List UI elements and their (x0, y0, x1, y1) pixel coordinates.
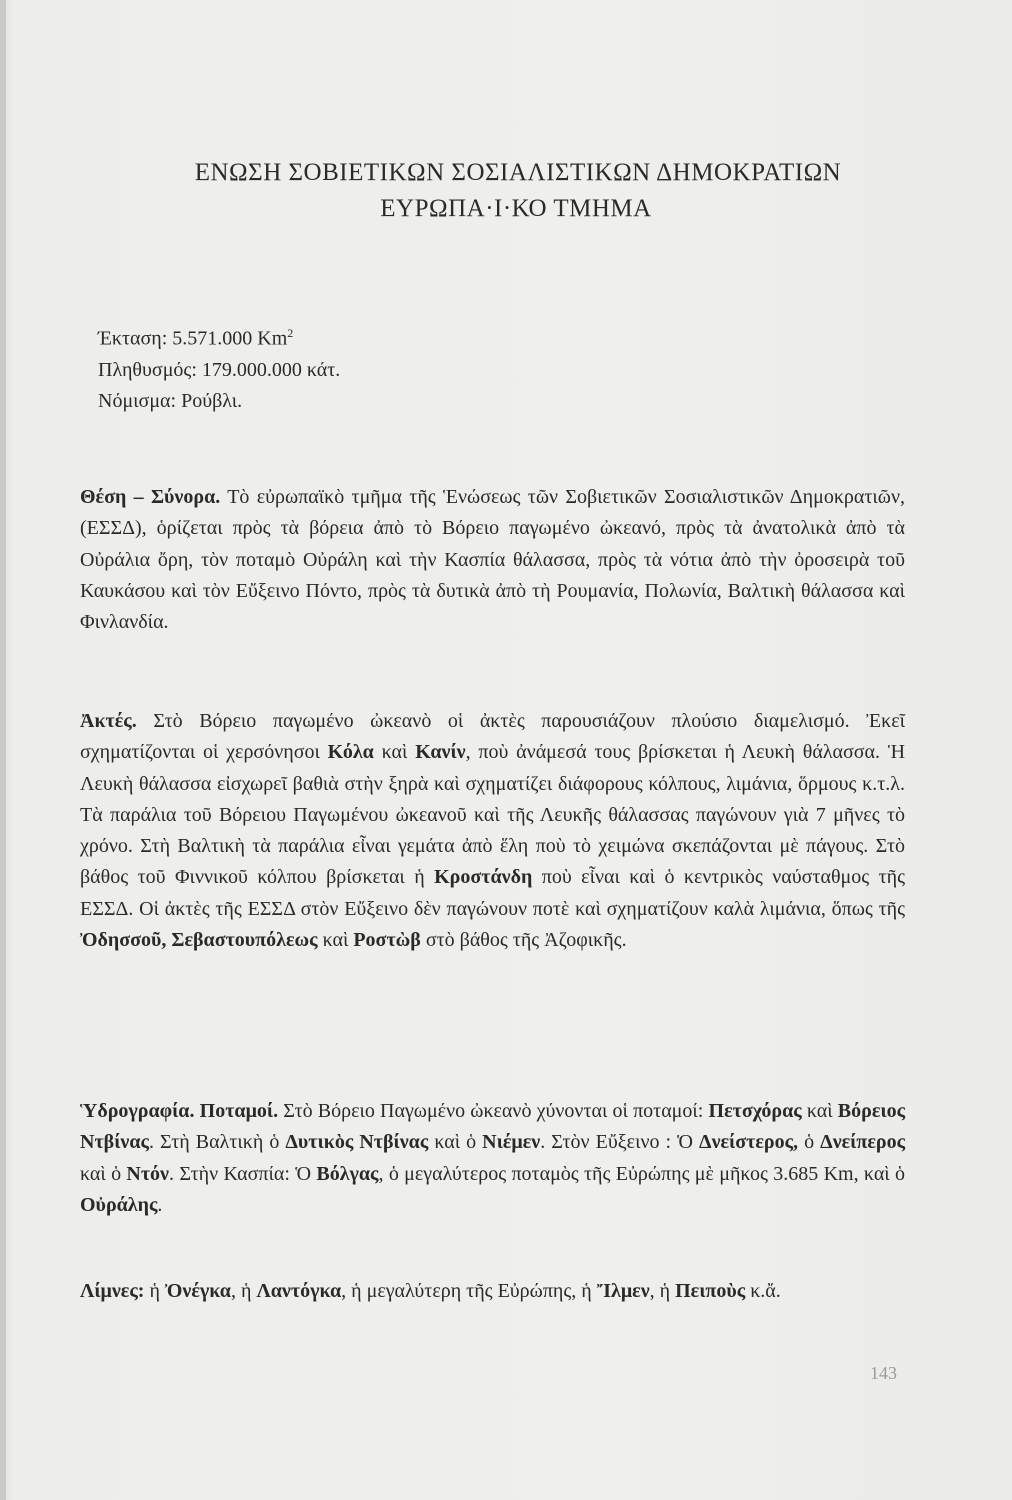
paragraph-borders: Θέση – Σύνορα. Τὸ εὐρωπαϊκὸ τμῆμα τῆς Ἑνώσεως τῶν Σοβιετικῶν Σοσιαλιστικῶν Δημοκρατιῶν, (ΕΣΣΔ), ὁρίζεται πρὸς τὰ βόρεια ἀπὸ τὸ Βόρειο παγωμένο ὠκεανό, πρὸς τὰ ἀνατολικὰ ἀπὸ τὰ Οὐράλια ὄρη, τὸν ποταμὸ Οὐράλη καὶ τὴν Κασπία θάλασσα, πρὸς τὰ νότια ἀπὸ τὴν ὀροσειρὰ τοῦ Καυκάσου καὶ τὸν Εὔξεινο Πόντο, πρὸς τὰ δυτικὰ ἀπὸ τὴ Ρουμανία, Πολωνία, Βαλτικὴ θάλασσα καὶ Φινλανδία. (80, 486, 905, 634)
heading-lakes: Λίμνες: (80, 1280, 145, 1302)
paragraph-hydrography: Ὑδρογραφία. Ποταμοί. Στὸ Βόρειο Παγωμένο ὠκεανὸ χύνονται οἱ ποταμοί: Πετσχόρας καὶ Βόρειος Ντβίνας. Στὴ Βαλτικὴ ὁ Δυτικὸς Ντβίνας καὶ ὁ Νιέμεν. Στὸν Εὔξεινο : Ὁ Δνείστερος, ὁ Δνείπερος καὶ ὁ Ντόν. Στὴν Κασπία: Ὁ Βόλγας, ὁ μεγαλύτερος ποταμὸς τῆς Εὐρώπης μὲ μῆκος 3.685 Km, καὶ ὁ Οὐράλης. (80, 1100, 906, 1216)
page-subtitle: ΕΥΡΩΠΑ·Ι·ΚΟ ΤΜΗΜΑ (380, 195, 652, 222)
fact-population: Πληθυσμός: 179.000.000 κάτ. (98, 358, 341, 381)
paragraph-lakes: Λίμνες: ἡ Ὀνέγκα, ἡ Λαντόγκα, ἡ μεγαλύτερη τῆς Εὐρώπης, ἡ Ἴλμεν, ἡ Πειποὺς κ.ἄ. (80, 1280, 781, 1302)
heading-hydrography: Ὑδρογραφία. Ποταμοί. (80, 1100, 279, 1122)
paragraph-coasts: Ἀκτές. Στὸ Βόρειο παγωμένο ὠκεανὸ οἱ ἀκτὲς παρουσιάζουν πλούσιο διαμελισμό. Ἐκεῖ σχηματίζονται οἱ χερσόνησοι Κόλα καὶ Κανίν, ποὺ ἀνάμεσά τους βρίσκεται ἡ Λευκὴ θάλασσα. Ἡ Λευκὴ θάλασσα εἰσχωρεῖ βαθιὰ στὴν ξηρὰ καὶ σχηματίζει διάφορους κόλπους, λιμάνια, ὅρμους κ.τ.λ. Τὰ παράλια τοῦ Βόρειου Παγωμένου ὠκεανοῦ καὶ τῆς Λευκῆς θάλασσας παγώνουν γιὰ 7 μῆνες τὸ χρόνο. Στὴ Βαλτικὴ τὰ παράλια εἶναι γεμάτα ἀπὸ ἕλη ποὺ τὸ χειμώνα σκεπάζονται μὲ πάγους. Στὸ βάθος τοῦ Φιννικοῦ κόλπου βρίσκεται ἡ Κροστάνδη ποὺ εἶναι καὶ ὁ κεντρικὸς ναύσταθμος τῆς ΕΣΣΔ. Οἱ ἀκτὲς τῆς ΕΣΣΔ στὸν Εὔξεινο δὲν παγώνουν ποτὲ καὶ σχηματίζουν καλὰ λιμάνια, ὅπως τῆς Ὀδησσοῦ, Σεβαστουπόλεως καὶ Ροστὼβ στὸ βάθος τῆς Ἀζοφικῆς. (80, 710, 906, 952)
fact-area: Έκταση: 5.571.000 Km$^2$ (98, 326, 294, 350)
facts-block (98, 318, 340, 417)
heading-coasts: Ἀκτές. (80, 710, 137, 732)
heading-borders: Θέση – Σύνορα. (80, 486, 221, 508)
page-number: 143 (870, 1363, 897, 1383)
fact-currency: Νόμισμα: Ρούβλι. (98, 389, 243, 412)
book-spine-edge (0, 0, 6, 1500)
page-title: ΕΝΩΣΗ ΣΟΒΙΕΤΙΚΩΝ ΣΟΣΙΑΛΙΣΤΙΚΩΝ ΔΗΜΟΚΡΑΤΙΩΝ (194, 159, 842, 186)
